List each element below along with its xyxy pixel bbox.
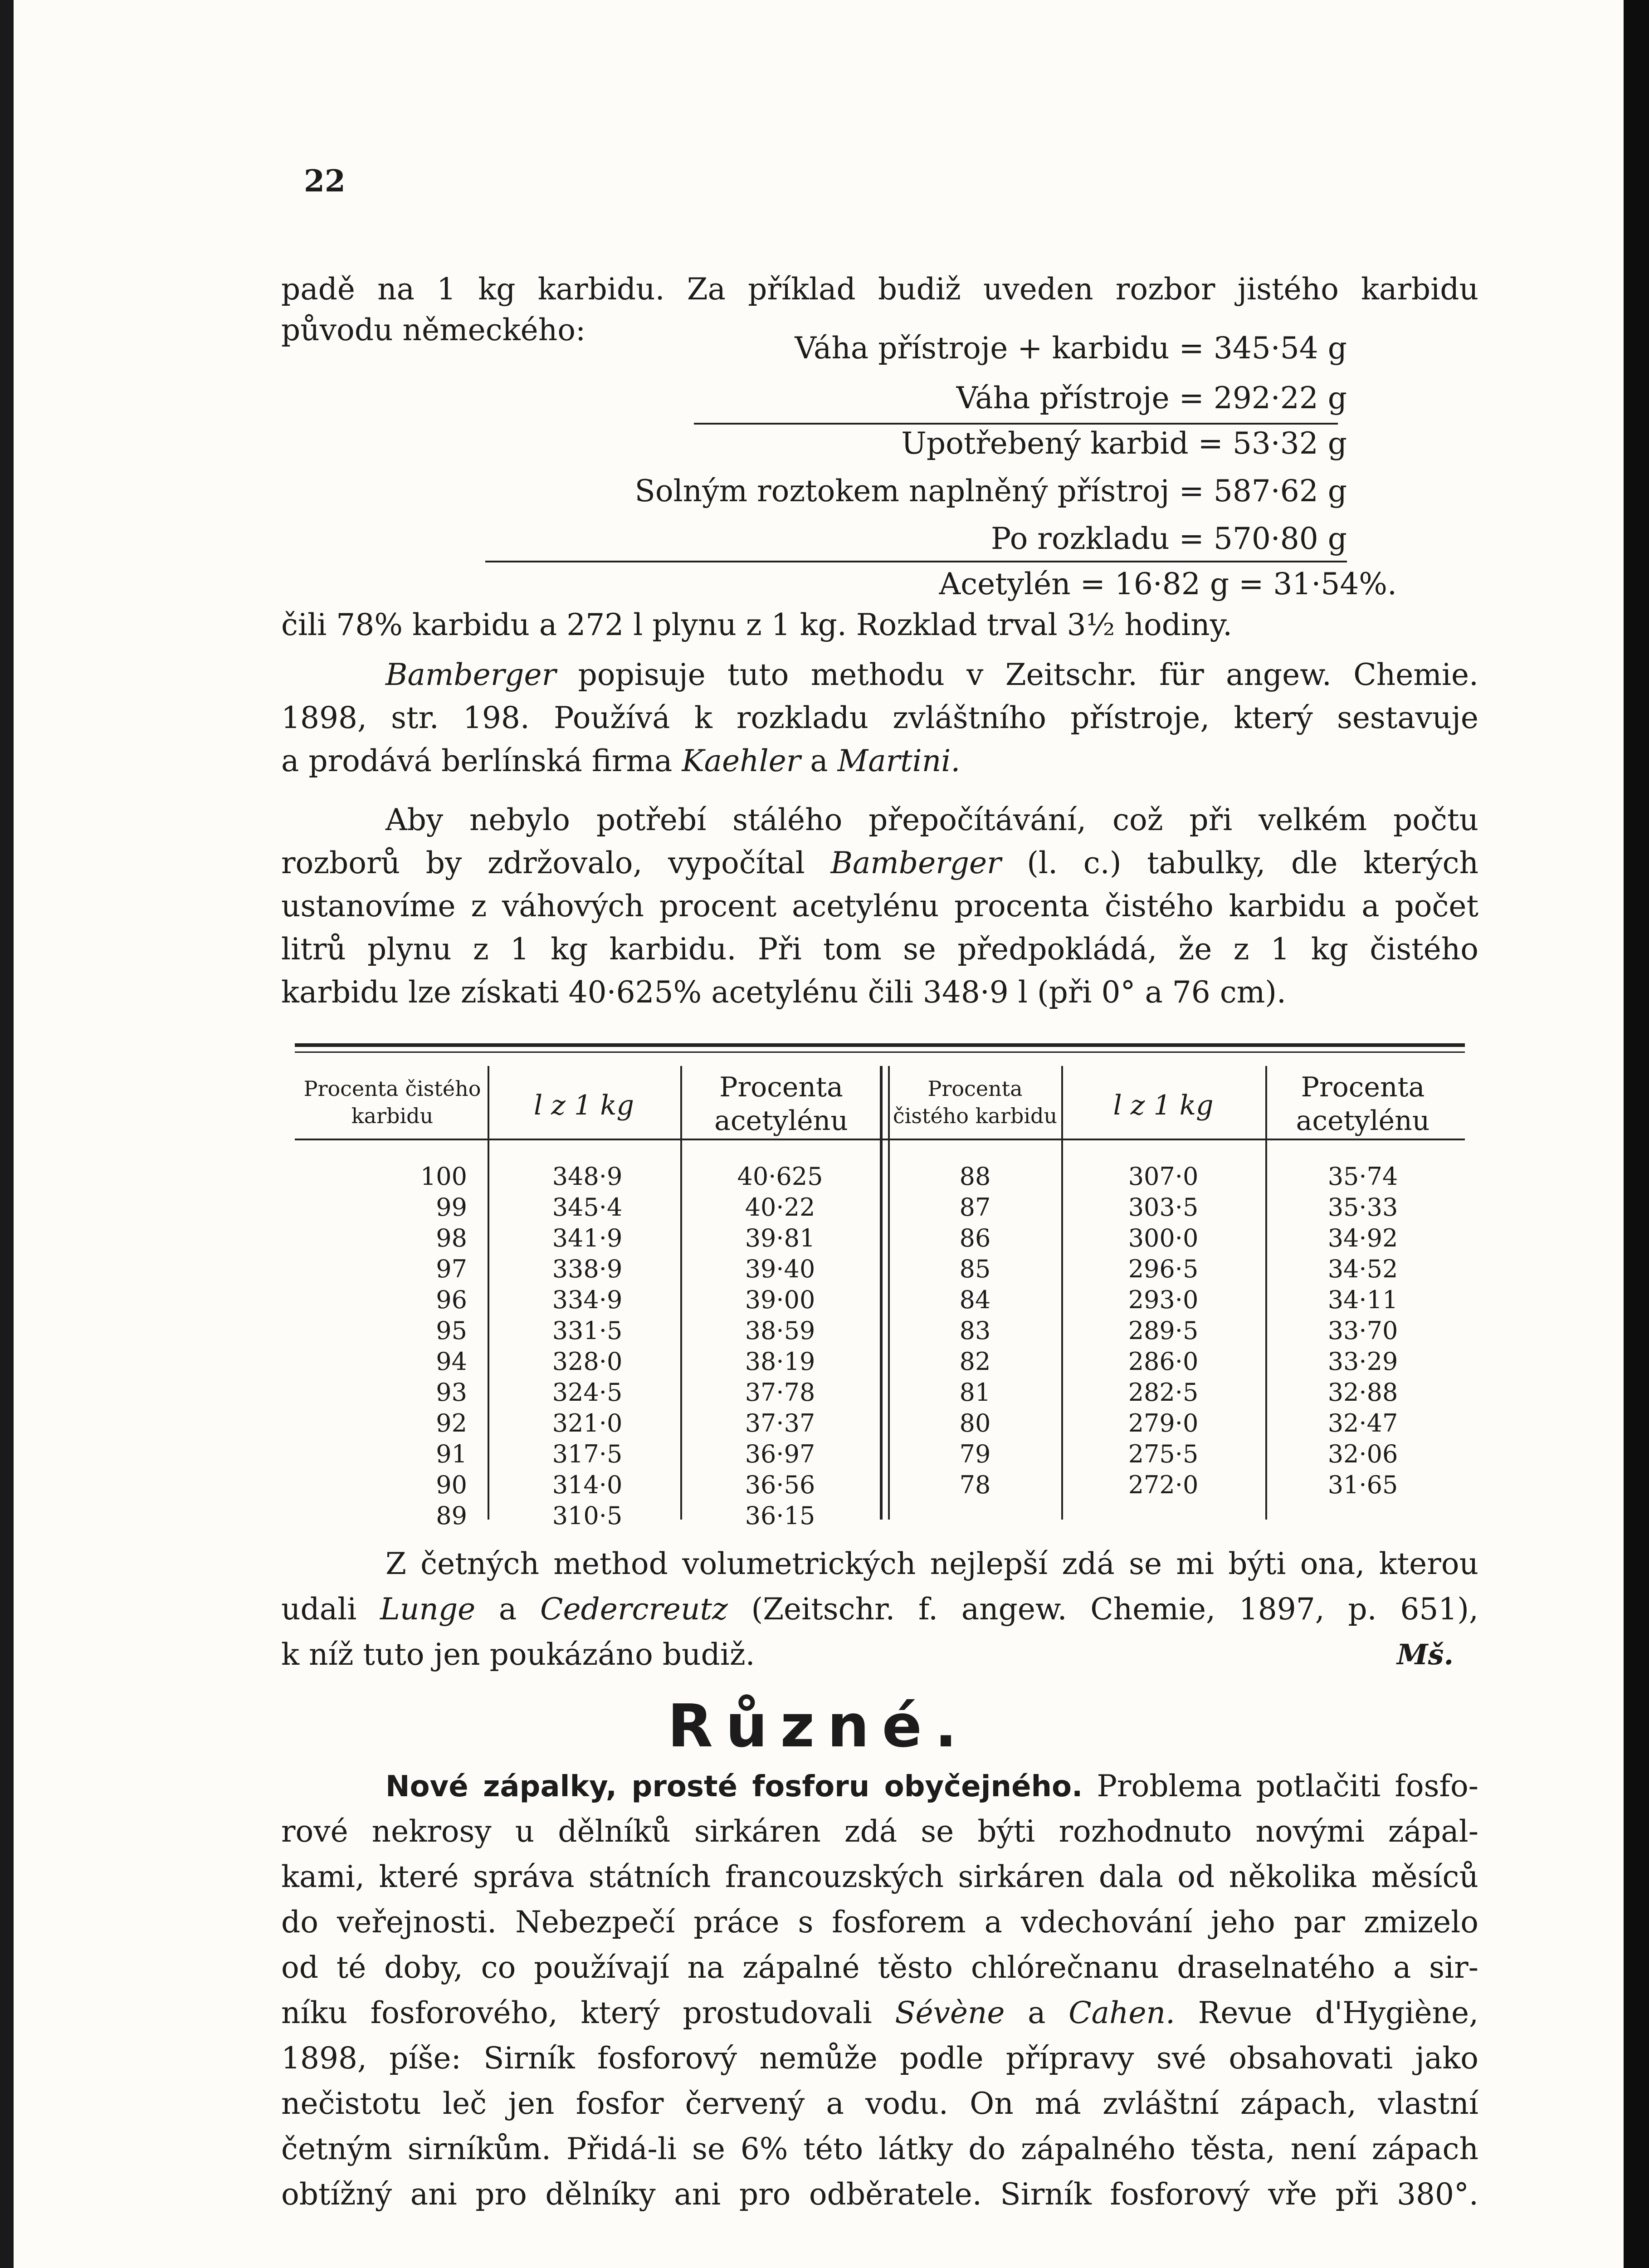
- table-cell: 86: [959, 1224, 991, 1252]
- table-cell: 307·0: [1128, 1162, 1199, 1191]
- calc-line: Acetylén = 16·82 g = 31·54%.: [939, 567, 1397, 601]
- author-name: Bamberger: [385, 657, 556, 692]
- text-span: popisuje tuto methodu v Zeitschr. für angew. Chemie.: [578, 657, 1478, 692]
- text-line: [281, 1991, 1478, 2035]
- table-cell: 35·74: [1327, 1162, 1398, 1191]
- text-span: (l. c.) tabulky, dle kterých: [1027, 846, 1478, 880]
- table-cell: 341·9: [552, 1224, 623, 1252]
- table-cell: 92: [436, 1409, 467, 1437]
- column-litres-left: [522, 1161, 653, 1531]
- table-cell: 331·5: [552, 1316, 623, 1345]
- text-line: karbidu lze získati 40·625% acetylénu čili 348·9 l (při 0° a 76 cm).: [281, 975, 1287, 1010]
- table-cell: 32·06: [1327, 1440, 1398, 1468]
- column-carbide-right: [921, 1161, 1029, 1501]
- text-line: [281, 1588, 1478, 1631]
- page-number: 22: [304, 163, 346, 199]
- table-cell: 94: [436, 1347, 467, 1376]
- table-cell: 100: [420, 1162, 467, 1191]
- table-cell: 81: [959, 1378, 991, 1407]
- table-cell: 338·9: [552, 1255, 623, 1283]
- calc-line: Upotřebený karbid = 53·32 g: [901, 426, 1347, 461]
- table-cell: 39·81: [745, 1224, 815, 1252]
- table-header: Procenta čistého karbidu: [893, 1076, 1058, 1128]
- table-cell: 80: [959, 1409, 991, 1437]
- text-line: 1898, str. 198. Používá k rozkladu zvláštního přístroje, který sestavuje: [281, 700, 1478, 735]
- text-line: [281, 739, 1478, 783]
- text-line: Z četných method volumetrických nejlepší zdá se mi býti ona, kterou: [385, 1546, 1478, 1581]
- table-cell: 87: [959, 1193, 991, 1222]
- table-cell: 36·15: [745, 1501, 815, 1530]
- author-name: Cahen.: [1068, 1995, 1176, 2030]
- column-acetylene-right: [1297, 1161, 1429, 1501]
- table-cell: 345·4: [552, 1193, 623, 1222]
- text-line: [385, 1765, 1478, 1809]
- text-line: [281, 1633, 1478, 1677]
- table-cell: 39·40: [745, 1255, 815, 1283]
- signature: Mš.: [1397, 1638, 1454, 1671]
- scan-edge: [1624, 0, 1649, 2268]
- table-cell: 348·9: [552, 1162, 623, 1191]
- text-line: litrů plynu z 1 kg karbidu. Při tom se předpokládá, že z 1 kg čistého: [281, 932, 1478, 967]
- table-cell: 324·5: [552, 1378, 623, 1407]
- text-line: od té doby, co používají na zápalné těsto chlórečnanu draselnatého a sir-: [281, 1950, 1478, 1985]
- table-cell: 32·47: [1327, 1409, 1398, 1437]
- table-cell: 303·5: [1128, 1193, 1199, 1222]
- column-litres-right: [1098, 1161, 1229, 1501]
- text-span: a prodává berlínská firma: [281, 743, 673, 778]
- author-name: Sévène: [895, 1995, 1005, 2030]
- table-cell: 78: [959, 1471, 991, 1499]
- text-line: rové nekrosy u dělníků sirkáren zdá se býti rozhodnuto novými zápal-: [281, 1814, 1478, 1849]
- table-cell: 96: [436, 1286, 467, 1314]
- table-cell: 82: [959, 1347, 991, 1376]
- table-cell: 36·97: [745, 1440, 815, 1468]
- table-cell: 98: [436, 1224, 467, 1252]
- table-cell: 99: [436, 1193, 467, 1222]
- table-cell: 38·59: [745, 1316, 815, 1345]
- article-title: Nové zápalky, prosté fosforu obyčejného.: [385, 1770, 1083, 1804]
- author-name: Lunge: [380, 1592, 476, 1627]
- table-header: Procenta čistého karbidu: [303, 1076, 481, 1128]
- table-cell: 36·56: [745, 1471, 815, 1499]
- table-cell: 37·37: [745, 1409, 815, 1437]
- table-cell: 31·65: [1327, 1471, 1398, 1499]
- column-acetylene-left: [712, 1161, 848, 1531]
- text-span: udali: [281, 1592, 357, 1627]
- text-span: a: [1028, 1995, 1046, 2030]
- text-span: rozborů by zdržovalo, vypočítal: [281, 846, 805, 880]
- text-span: a: [498, 1592, 517, 1627]
- firm-name: Martini.: [837, 743, 961, 778]
- table-header: Procenta acetylénu: [1296, 1071, 1430, 1137]
- scanned-page: [14, 0, 1624, 2268]
- table-cell: 282·5: [1128, 1378, 1199, 1407]
- text-line: ustanovíme z váhových procent acetylénu procenta čistého karbidu a počet: [281, 889, 1478, 924]
- table-cell: 32·88: [1327, 1378, 1398, 1407]
- text-span: Problema potlačiti fosfo-: [1097, 1769, 1479, 1804]
- table-cell: 34·92: [1327, 1224, 1398, 1252]
- text-span: níku fosforového, který prostudovali: [281, 1995, 872, 2030]
- text-line: obtížný ani pro dělníky ani pro odběratele. Sirník fosforový vře při 380°.: [281, 2177, 1478, 2212]
- text-line: padě na 1 kg karbidu. Za příklad budiž uveden rozbor jistého karbidu: [281, 272, 1478, 307]
- table-cell: 90: [436, 1471, 467, 1499]
- table-cell: 272·0: [1128, 1471, 1199, 1499]
- table-cell: 317·5: [552, 1440, 623, 1468]
- firm-name: Kaehler: [682, 743, 801, 778]
- table-cell: 83: [959, 1316, 991, 1345]
- table-cell: 95: [436, 1316, 467, 1345]
- calc-line: Váha přístroje = 292·22 g: [956, 381, 1347, 415]
- table-cell: 310·5: [552, 1501, 623, 1530]
- table-cell: 300·0: [1128, 1224, 1199, 1252]
- table-column-rule: [1061, 1066, 1063, 1520]
- table-cell: 328·0: [552, 1347, 623, 1376]
- table-cell: 79: [959, 1440, 991, 1468]
- calc-line: Po rozkladu = 570·80 g: [990, 521, 1347, 556]
- text-line: kami, které správa státních francouzských sirkáren dala od několika měsíců: [281, 1859, 1478, 1894]
- table-cell: 88: [959, 1162, 991, 1191]
- table-cell: 296·5: [1128, 1255, 1199, 1283]
- text-line: čili 78% karbidu a 272 l plynu z 1 kg. Rozklad trval 3½ hodiny.: [281, 607, 1233, 642]
- table-cell: 97: [436, 1255, 467, 1283]
- table-column-rule: [488, 1066, 489, 1520]
- table-header: Procenta acetylénu: [714, 1071, 848, 1137]
- text-span: k níž tuto jen poukázáno budiž.: [281, 1637, 755, 1672]
- table-cell: 275·5: [1128, 1440, 1199, 1468]
- table-header: l z 1 kg: [534, 1090, 634, 1121]
- table-header: l z 1 kg: [1113, 1090, 1214, 1121]
- table-top-rule: [295, 1043, 1465, 1047]
- table-cell: 33·70: [1327, 1316, 1398, 1345]
- author-name: Bamberger: [830, 846, 1001, 880]
- text-span: a: [810, 743, 828, 778]
- table-cell: 37·78: [745, 1378, 815, 1407]
- table-cell: 38·19: [745, 1347, 815, 1376]
- table-cell: 34·52: [1327, 1255, 1398, 1283]
- text-line: do veřejnosti. Nebezpečí práce s fosforem a vdechování jeho par zmizelo: [281, 1905, 1478, 1940]
- text-line: Aby nebylo potřebí stálého přepočítávání, což při velkém počtu: [385, 802, 1478, 837]
- table-column-rule: [880, 1066, 883, 1520]
- table-cell: 85: [959, 1255, 991, 1283]
- text-span: Revue d'Hygiène,: [1198, 1995, 1479, 2030]
- calc-line: Váha přístroje + karbidu = 345·54 g: [795, 331, 1347, 366]
- text-line: [281, 841, 1478, 885]
- table-column-rule: [1265, 1066, 1267, 1520]
- text-line: 1898, píše: Sirník fosforový nemůže podle přípravy své obsahovati jako: [281, 2041, 1478, 2076]
- table-cell: 89: [436, 1501, 467, 1530]
- table-top-rule: [295, 1051, 1465, 1053]
- table-cell: 33·29: [1327, 1347, 1398, 1376]
- table-cell: 314·0: [552, 1471, 623, 1499]
- author-name: Cedercreutz: [540, 1592, 728, 1627]
- table-cell: 40·625: [737, 1162, 823, 1191]
- table-cell: 93: [436, 1378, 467, 1407]
- table-column-rule: [888, 1066, 890, 1520]
- section-heading: Různé.: [667, 1691, 970, 1760]
- text-line: původu německého:: [281, 313, 586, 347]
- table-cell: 84: [959, 1286, 991, 1314]
- text-line: četným sirníkům. Přidá-li se 6% této látky do zápalného těsta, není zápach: [281, 2131, 1478, 2166]
- table-cell: 40·22: [745, 1193, 815, 1222]
- text-line: nečistotu leč jen fosfor červený a vodu. On má zvláštní zápach, vlastní: [281, 2086, 1478, 2121]
- table-cell: 34·11: [1327, 1286, 1398, 1314]
- column-carbide-left: [340, 1161, 467, 1531]
- table-cell: 334·9: [552, 1286, 623, 1314]
- table-cell: 39·00: [745, 1286, 815, 1314]
- table-cell: 35·33: [1327, 1193, 1398, 1222]
- table-cell: 279·0: [1128, 1409, 1199, 1437]
- text-line: [385, 653, 1478, 697]
- table-cell: 91: [436, 1440, 467, 1468]
- table-cell: 321·0: [552, 1409, 623, 1437]
- text-span: (Zeitschr. f. angew. Chemie, 1897, p. 651),: [751, 1592, 1479, 1627]
- table-cell: 293·0: [1128, 1286, 1199, 1314]
- table-cell: 286·0: [1128, 1347, 1199, 1376]
- table-cell: 289·5: [1128, 1316, 1199, 1345]
- table-column-rule: [680, 1066, 682, 1520]
- calc-line: Solným roztokem naplněný přístroj = 587·62 g: [634, 474, 1347, 508]
